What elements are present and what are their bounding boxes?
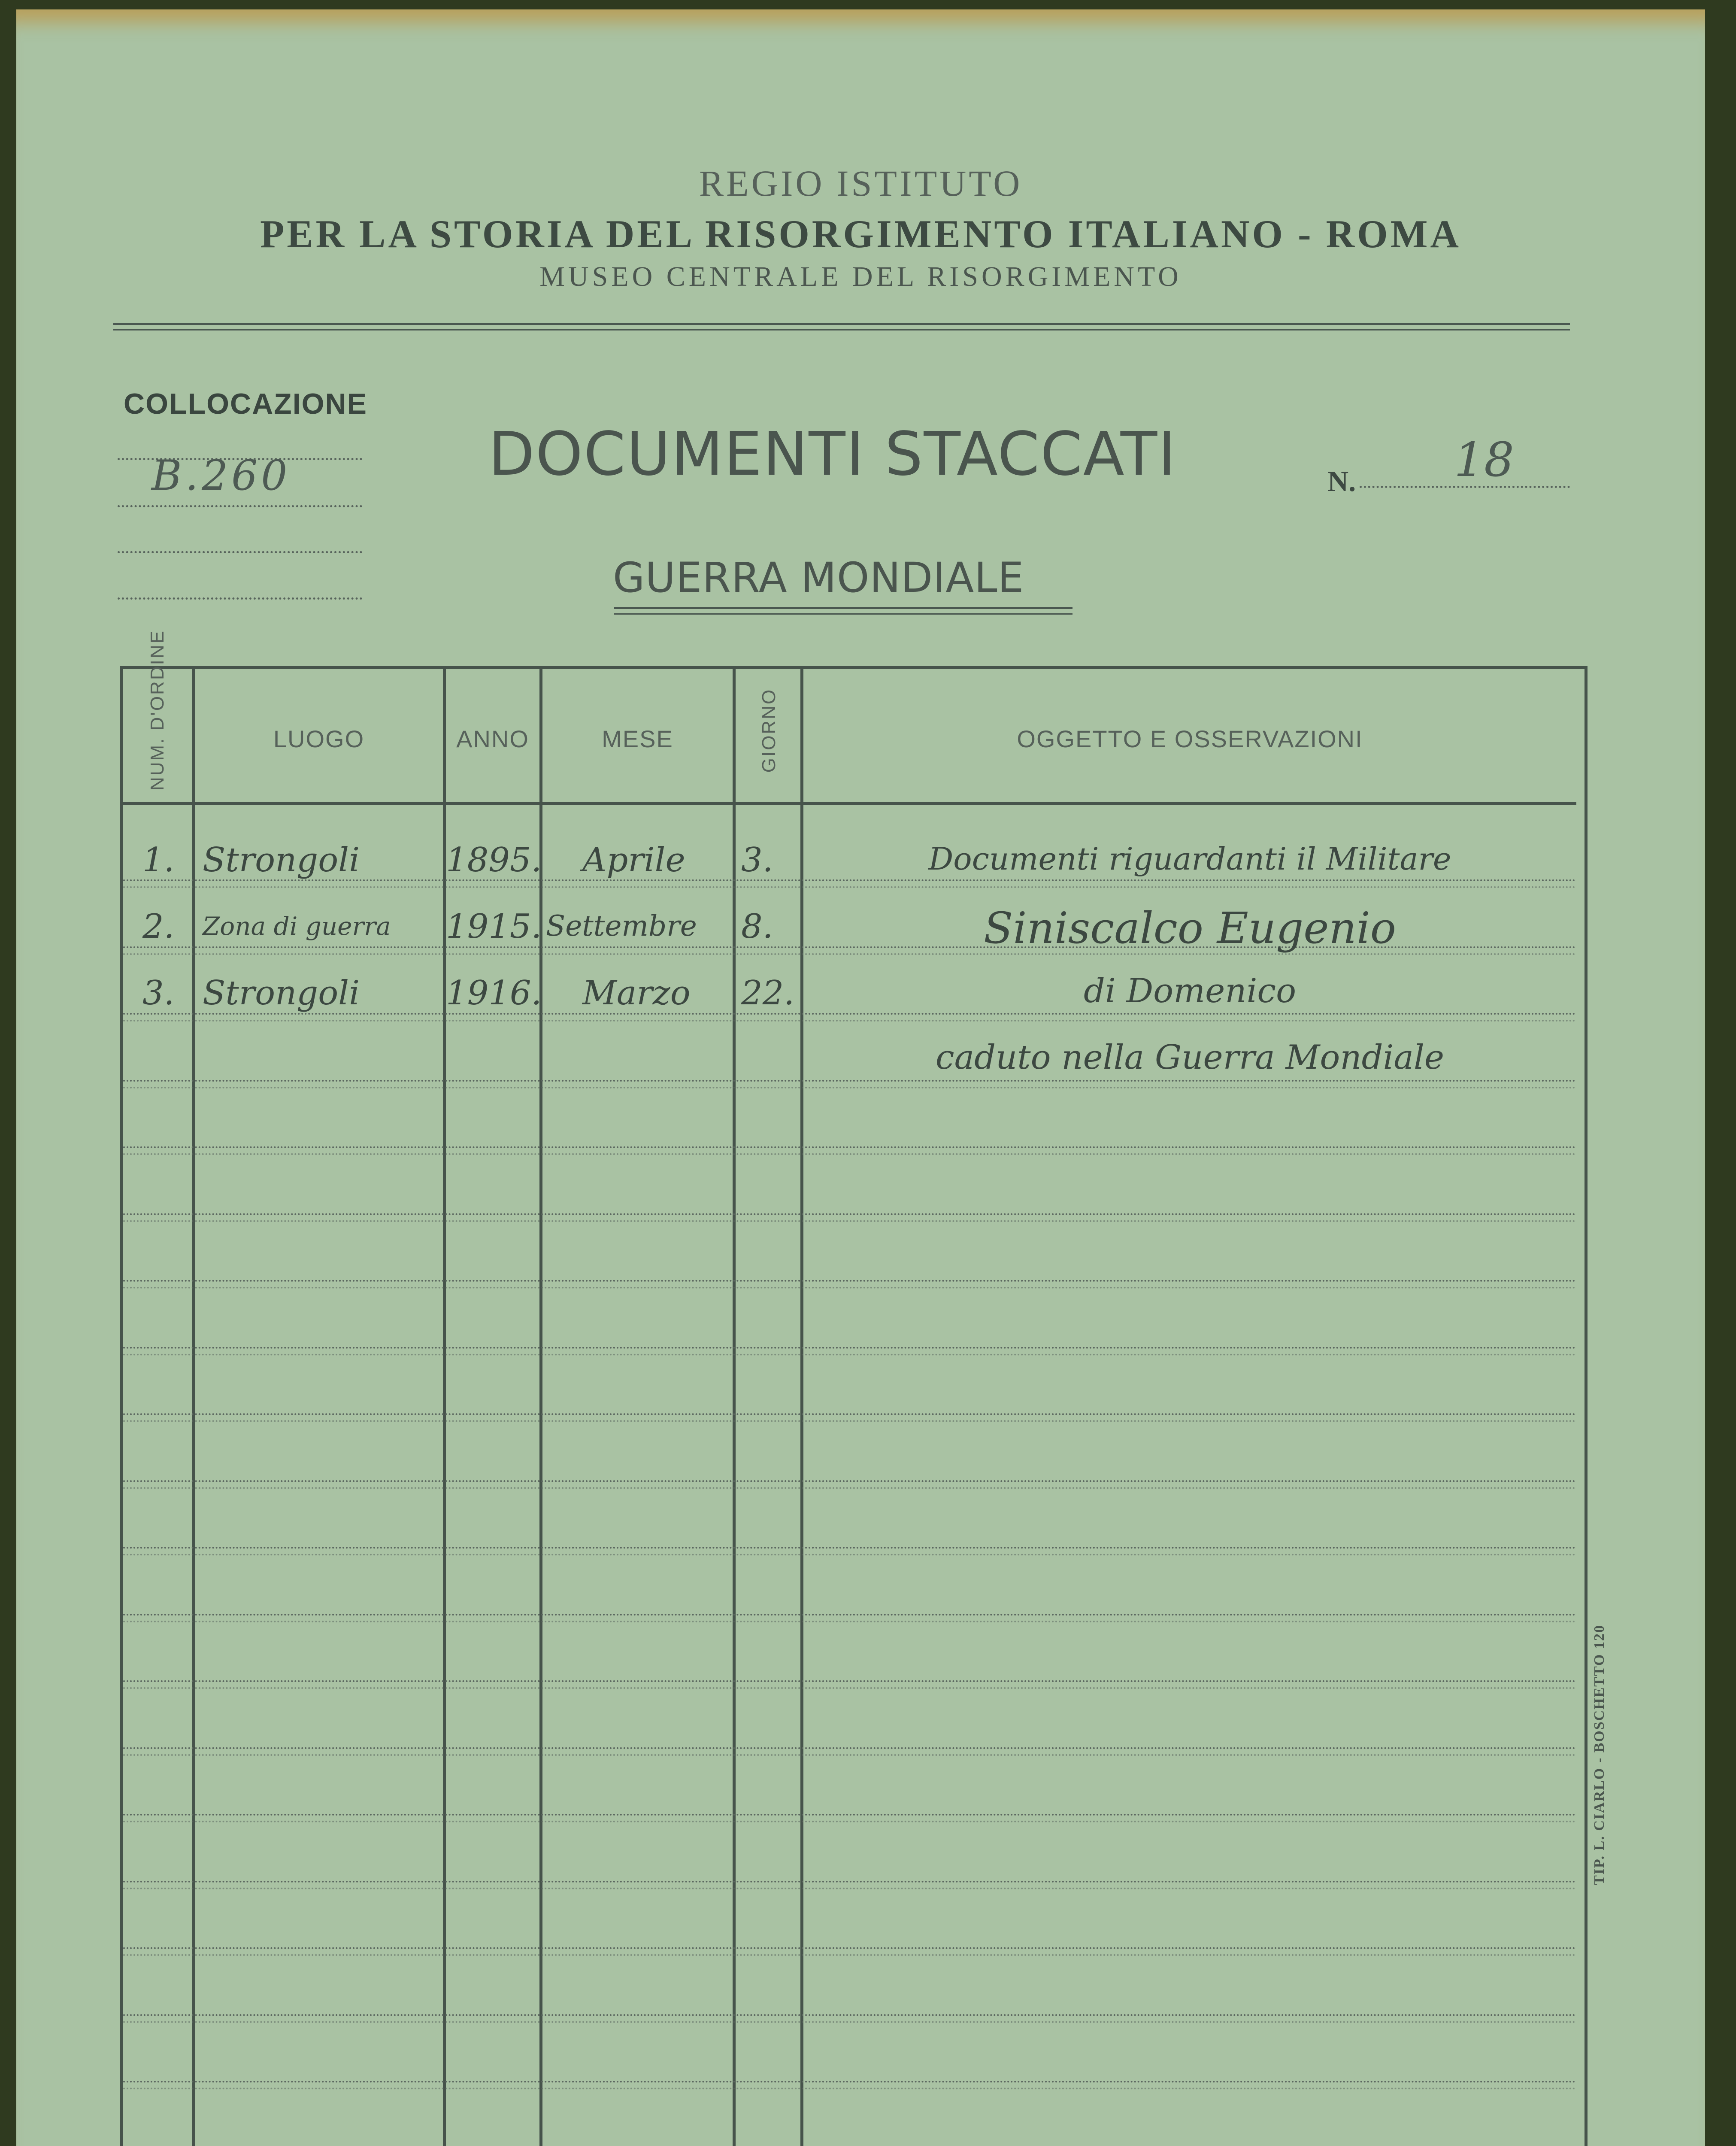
table-rule-line — [123, 2021, 1576, 2023]
printer-imprint: TIP. L. CIARLO - BOSCHETTO 120 — [1591, 1625, 1607, 1885]
table-rule-line — [123, 1080, 1576, 1082]
table-rule-line — [123, 1687, 1576, 1689]
table-rule-line — [123, 1087, 1576, 1088]
table-rule-line — [123, 1821, 1576, 1822]
table-rule-line — [123, 1814, 1576, 1816]
row-2-num: 2. — [142, 907, 175, 946]
register-table — [120, 630, 1588, 2146]
table-rule-line — [123, 886, 1576, 888]
observation-line-1: Documenti riguardanti il Militare — [928, 841, 1451, 877]
table-rule-line — [123, 1280, 1576, 1282]
row-3-luogo: Strongoli — [203, 974, 360, 1012]
collocazione-line-4 — [118, 597, 362, 600]
table-rule-line — [123, 1954, 1576, 1956]
table-rule-line — [123, 1480, 1576, 1482]
institution-line-3: MUSEO CENTRALE DEL RISORGIMENTO — [539, 261, 1182, 292]
row-2-anno: 1915. — [446, 907, 542, 946]
table-rule-line — [123, 1754, 1576, 1756]
row-3-giorno: 22. — [741, 974, 795, 1012]
column-divider — [443, 669, 446, 2146]
row-1-giorno: 3. — [741, 841, 773, 879]
column-divider — [733, 669, 736, 2146]
row-1-anno: 1895. — [446, 841, 542, 879]
column-divider — [192, 669, 195, 2146]
header-luogo: LUOGO — [273, 725, 365, 752]
table-rule-line — [123, 1554, 1576, 1555]
header-num: NUM. D'ORDINE — [147, 630, 168, 791]
column-divider — [800, 669, 803, 2146]
observation-line-3: di Domenico — [1083, 972, 1297, 1010]
row-3-mese: Marzo — [582, 974, 691, 1012]
table-rule-line — [123, 2014, 1576, 2016]
table-rule-line — [123, 1888, 1576, 1889]
table-rule-line — [123, 1347, 1576, 1349]
subtitle-underline-2 — [614, 613, 1073, 615]
row-2-giorno: 8. — [741, 907, 773, 946]
row-1-mese: Aprile — [582, 841, 685, 879]
collocazione-label: COLLOCAZIONE — [124, 388, 367, 420]
number-value: 18 — [1454, 432, 1514, 487]
header-rule-top — [113, 323, 1570, 325]
table-rule-line — [123, 1747, 1576, 1749]
collocazione-line-3 — [118, 551, 362, 553]
table-rule-line — [123, 1413, 1576, 1415]
row-2-mese: Settembre — [546, 909, 697, 943]
table-rule-line — [123, 1487, 1576, 1489]
document-title: DOCUMENTI STACCATI — [488, 419, 1177, 489]
header-oggetto: OGGETTO E OSSERVAZIONI — [1017, 725, 1363, 752]
row-3-anno: 1916. — [446, 974, 542, 1012]
table-rule-line — [123, 1020, 1576, 1021]
record-card — [16, 9, 1705, 2146]
institution-line-1: REGIO ISTITUTO — [699, 163, 1023, 204]
table-rule-line — [123, 1354, 1576, 1355]
table-header-rule — [123, 802, 1576, 805]
table-rule-line — [123, 1013, 1576, 1015]
number-label: N. — [1327, 465, 1356, 497]
row-2-luogo: Zona di guerra — [203, 912, 391, 941]
table-rule-line — [123, 1420, 1576, 1422]
row-1-luogo: Strongoli — [203, 841, 360, 879]
row-3-num: 3. — [142, 974, 175, 1012]
table-rule-line — [123, 1220, 1576, 1222]
table-rule-line — [123, 2081, 1576, 2082]
institution-line-2: PER LA STORIA DEL RISORGIMENTO ITALIANO - ROMA — [260, 212, 1461, 256]
table-rule-line — [123, 2088, 1576, 2089]
header-anno: ANNO — [456, 725, 529, 752]
observation-line-2: Siniscalco Eugenio — [984, 903, 1396, 953]
table-rule-line — [123, 1146, 1576, 1148]
collocazione-value: B.260 — [151, 452, 291, 500]
table-rule-line — [123, 1621, 1576, 1622]
table-rule-line — [123, 953, 1576, 955]
table-rule-line — [123, 1287, 1576, 1288]
observation-line-4: caduto nella Guerra Mondiale — [935, 1038, 1445, 1077]
row-1-num: 1. — [142, 841, 175, 879]
collocazione-line-2 — [118, 505, 362, 507]
table-rule-line — [123, 1213, 1576, 1215]
table-rule-line — [123, 1680, 1576, 1682]
header-giorno: GIORNO — [758, 688, 779, 773]
subtitle: GUERRA MONDIALE — [613, 554, 1024, 602]
subtitle-underline-1 — [614, 607, 1073, 609]
header-mese: MESE — [602, 725, 673, 752]
table-rule-line — [123, 1153, 1576, 1155]
table-rule-line — [123, 1881, 1576, 1882]
header-rule-bottom — [113, 329, 1570, 330]
table-rule-line — [123, 1614, 1576, 1616]
table-rule-line — [123, 1547, 1576, 1549]
column-divider — [539, 669, 542, 2146]
table-rule-line — [123, 1947, 1576, 1949]
table-rule-line — [123, 879, 1576, 881]
